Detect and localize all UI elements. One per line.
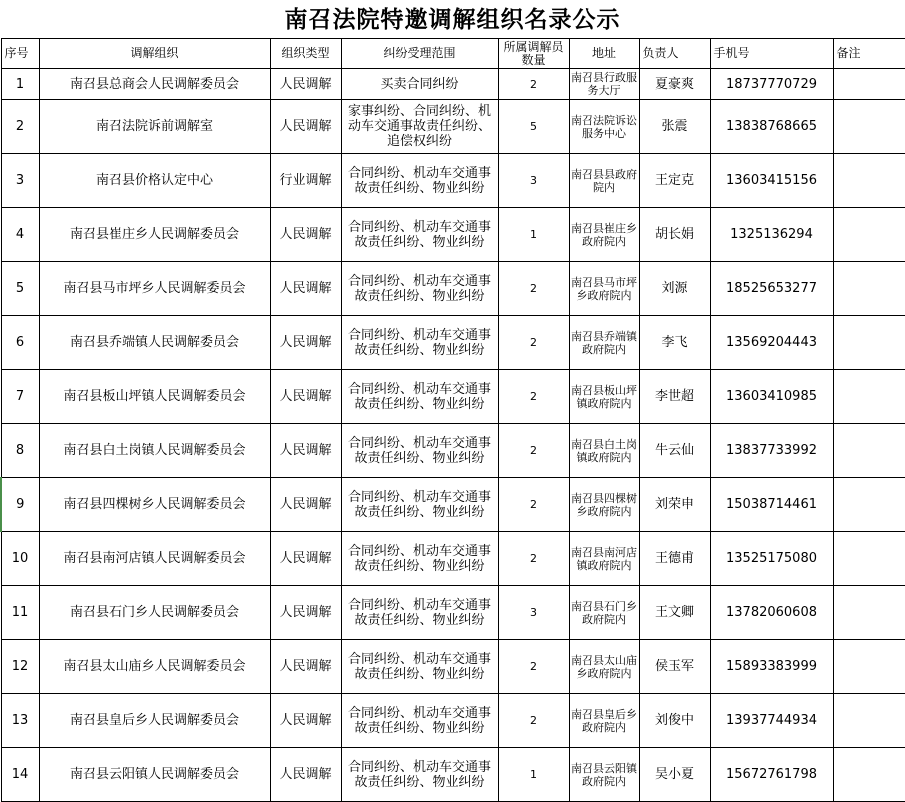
cell-addr[interactable]: 南召县石门乡政府院内 [569, 586, 639, 640]
cell-seq[interactable]: 2 [1, 100, 39, 154]
cell-scope[interactable]: 合同纠纷、机动车交通事故责任纠纷、物业纠纷 [341, 262, 498, 316]
cell-org[interactable]: 南召县价格认定中心 [39, 154, 270, 208]
header-note[interactable]: 备注 [833, 39, 905, 69]
cell-phone[interactable]: 1325136294 [710, 208, 833, 262]
cell-org[interactable]: 南召县乔端镇人民调解委员会 [39, 316, 270, 370]
cell-person[interactable]: 刘俊中 [639, 694, 710, 748]
cell-scope[interactable]: 买卖合同纠纷 [341, 69, 498, 100]
cell-scope[interactable]: 合同纠纷、机动车交通事故责任纠纷、物业纠纷 [341, 640, 498, 694]
cell-scope[interactable]: 合同纠纷、机动车交通事故责任纠纷、物业纠纷 [341, 478, 498, 532]
cell-seq[interactable]: 12 [1, 640, 39, 694]
cell-scope[interactable]: 合同纠纷、机动车交通事故责任纠纷、物业纠纷 [341, 154, 498, 208]
cell-type[interactable]: 人民调解 [270, 694, 341, 748]
cell-type[interactable]: 行业调解 [270, 154, 341, 208]
cell-person[interactable]: 侯玉军 [639, 640, 710, 694]
cell-seq[interactable]: 3 [1, 154, 39, 208]
cell-org[interactable]: 南召县马市坪乡人民调解委员会 [39, 262, 270, 316]
cell-type[interactable]: 人民调解 [270, 100, 341, 154]
cell-count[interactable]: 3 [498, 154, 569, 208]
cell-addr[interactable]: 南召县县政府院内 [569, 154, 639, 208]
header-scope[interactable]: 纠纷受理范围 [341, 39, 498, 69]
cell-seq[interactable]: 5 [1, 262, 39, 316]
cell-note[interactable] [833, 154, 905, 208]
cell-phone[interactable]: 13782060608 [710, 586, 833, 640]
cell-org[interactable]: 南召县皇后乡人民调解委员会 [39, 694, 270, 748]
cell-note[interactable] [833, 100, 905, 154]
cell-phone[interactable]: 13837733992 [710, 424, 833, 478]
cell-seq[interactable]: 10 [1, 532, 39, 586]
cell-count[interactable]: 2 [498, 370, 569, 424]
header-type[interactable]: 组织类型 [270, 39, 341, 69]
cell-person[interactable]: 吴小夏 [639, 748, 710, 802]
cell-count[interactable]: 3 [498, 586, 569, 640]
cell-note[interactable] [833, 262, 905, 316]
cell-seq[interactable]: 8 [1, 424, 39, 478]
page-title: 南召法院特邀调解组织名录公示 [284, 7, 621, 33]
cell-type[interactable]: 人民调解 [270, 262, 341, 316]
cell-phone[interactable]: 13603415156 [710, 154, 833, 208]
cell-seq[interactable]: 11 [1, 586, 39, 640]
cell-note[interactable] [833, 208, 905, 262]
cell-scope[interactable]: 合同纠纷、机动车交通事故责任纠纷、物业纠纷 [341, 586, 498, 640]
cell-person[interactable]: 李世超 [639, 370, 710, 424]
cell-org[interactable]: 南召县崔庄乡人民调解委员会 [39, 208, 270, 262]
cell-addr[interactable]: 南召县皇后乡政府院内 [569, 694, 639, 748]
cell-note[interactable] [833, 478, 905, 532]
cell-type[interactable]: 人民调解 [270, 316, 341, 370]
cell-note[interactable] [833, 370, 905, 424]
cell-count[interactable]: 2 [498, 316, 569, 370]
table-row [1, 370, 905, 424]
cell-org[interactable]: 南召县太山庙乡人民调解委员会 [39, 640, 270, 694]
cell-scope[interactable]: 合同纠纷、机动车交通事故责任纠纷、物业纠纷 [341, 424, 498, 478]
cell-org[interactable]: 南召县板山坪镇人民调解委员会 [39, 370, 270, 424]
cell-note[interactable] [833, 640, 905, 694]
cell-person[interactable]: 胡长娟 [639, 208, 710, 262]
cell-scope[interactable]: 合同纠纷、机动车交通事故责任纠纷、物业纠纷 [341, 532, 498, 586]
header-row [1, 39, 905, 69]
table-row [1, 478, 905, 532]
header-phone[interactable]: 手机号 [710, 39, 833, 69]
cell-phone[interactable]: 18525653277 [710, 262, 833, 316]
cell-type[interactable]: 人民调解 [270, 478, 341, 532]
cell-addr[interactable]: 南召县南河店镇政府院内 [569, 532, 639, 586]
cell-org[interactable]: 南召县白土岗镇人民调解委员会 [39, 424, 270, 478]
cell-person[interactable]: 牛云仙 [639, 424, 710, 478]
cell-count[interactable]: 2 [498, 262, 569, 316]
cell-addr[interactable]: 南召县云阳镇政府院内 [569, 748, 639, 802]
cell-person[interactable]: 王德甫 [639, 532, 710, 586]
cell-person[interactable]: 夏豪爽 [639, 69, 710, 100]
table-row [1, 424, 905, 478]
table-row [1, 154, 905, 208]
cell-org[interactable]: 南召县南河店镇人民调解委员会 [39, 532, 270, 586]
cell-seq[interactable]: 4 [1, 208, 39, 262]
cell-note[interactable] [833, 748, 905, 802]
cell-note[interactable] [833, 586, 905, 640]
cell-type[interactable]: 人民调解 [270, 208, 341, 262]
cell-addr[interactable]: 南召县乔端镇政府院内 [569, 316, 639, 370]
cell-seq[interactable]: 14 [1, 748, 39, 802]
cell-seq[interactable]: 7 [1, 370, 39, 424]
mediation-org-table [0, 38, 905, 802]
cell-count[interactable]: 2 [498, 532, 569, 586]
cell-note[interactable] [833, 316, 905, 370]
cell-scope[interactable]: 合同纠纷、机动车交通事故责任纠纷、物业纠纷 [341, 694, 498, 748]
cell-org[interactable]: 南召县石门乡人民调解委员会 [39, 586, 270, 640]
cell-addr[interactable]: 南召法院诉讼服务中心 [569, 100, 639, 154]
table-row [1, 208, 905, 262]
header-count[interactable]: 所属调解员数量 [498, 39, 569, 69]
cell-phone[interactable]: 13937744934 [710, 694, 833, 748]
cell-org[interactable]: 南召法院诉前调解室 [39, 100, 270, 154]
cell-phone[interactable]: 15893383999 [710, 640, 833, 694]
cell-org[interactable]: 南召县总商会人民调解委员会 [39, 69, 270, 100]
cell-addr[interactable]: 南召县崔庄乡政府院内 [569, 208, 639, 262]
cell-addr[interactable]: 南召县行政服务大厅 [569, 69, 639, 100]
cell-count[interactable]: 2 [498, 640, 569, 694]
table-row [1, 748, 905, 802]
cell-scope[interactable]: 合同纠纷、机动车交通事故责任纠纷、物业纠纷 [341, 208, 498, 262]
cell-person[interactable]: 张震 [639, 100, 710, 154]
cell-addr[interactable]: 南召县马市坪乡政府院内 [569, 262, 639, 316]
cell-seq[interactable]: 6 [1, 316, 39, 370]
cell-note[interactable] [833, 694, 905, 748]
cell-type[interactable]: 人民调解 [270, 424, 341, 478]
header-addr[interactable]: 地址 [569, 39, 639, 69]
cell-count[interactable]: 1 [498, 208, 569, 262]
cell-count[interactable]: 1 [498, 748, 569, 802]
cell-type[interactable]: 人民调解 [270, 748, 341, 802]
cell-seq[interactable]: 1 [1, 69, 39, 100]
cell-addr[interactable]: 南召县四棵树乡政府院内 [569, 478, 639, 532]
cell-addr[interactable]: 南召县白土岗镇政府院内 [569, 424, 639, 478]
cell-addr[interactable]: 南召县太山庙乡政府院内 [569, 640, 639, 694]
cell-phone[interactable]: 15038714461 [710, 478, 833, 532]
cell-scope[interactable]: 家事纠纷、合同纠纷、机动车交通事故责任纠纷、追偿权纠纷 [341, 100, 498, 154]
table-row [1, 640, 905, 694]
cell-person[interactable]: 刘源 [639, 262, 710, 316]
cell-seq[interactable]: 13 [1, 694, 39, 748]
table-row [1, 316, 905, 370]
cell-phone[interactable]: 13838768665 [710, 100, 833, 154]
cell-count[interactable]: 2 [498, 424, 569, 478]
cell-phone[interactable]: 18737770729 [710, 69, 833, 100]
header-org[interactable]: 调解组织 [39, 39, 270, 69]
cell-person[interactable]: 李飞 [639, 316, 710, 370]
cell-type[interactable]: 人民调解 [270, 532, 341, 586]
table-row [1, 694, 905, 748]
cell-person[interactable]: 王定克 [639, 154, 710, 208]
cell-type[interactable]: 人民调解 [270, 640, 341, 694]
table-row [1, 262, 905, 316]
cell-phone[interactable]: 13603410985 [710, 370, 833, 424]
cell-org[interactable]: 南召县云阳镇人民调解委员会 [39, 748, 270, 802]
cell-count[interactable]: 2 [498, 69, 569, 100]
table-row [1, 69, 905, 100]
cell-scope[interactable]: 合同纠纷、机动车交通事故责任纠纷、物业纠纷 [341, 370, 498, 424]
cell-addr[interactable]: 南召县板山坪镇政府院内 [569, 370, 639, 424]
cell-scope[interactable]: 合同纠纷、机动车交通事故责任纠纷、物业纠纷 [341, 316, 498, 370]
table-row [1, 532, 905, 586]
cell-scope[interactable]: 合同纠纷、机动车交通事故责任纠纷、物业纠纷 [341, 748, 498, 802]
cell-type[interactable]: 人民调解 [270, 586, 341, 640]
cell-note[interactable] [833, 532, 905, 586]
cell-seq[interactable]: 9 [1, 478, 39, 532]
cell-count[interactable]: 5 [498, 100, 569, 154]
cell-type[interactable]: 人民调解 [270, 69, 341, 100]
header-person[interactable]: 负责人 [639, 39, 710, 69]
cell-phone[interactable]: 13569204443 [710, 316, 833, 370]
cell-note[interactable] [833, 69, 905, 100]
cell-count[interactable]: 2 [498, 694, 569, 748]
cell-count[interactable]: 2 [498, 478, 569, 532]
table-row [1, 100, 905, 154]
cell-phone[interactable]: 13525175080 [710, 532, 833, 586]
cell-person[interactable]: 刘荣申 [639, 478, 710, 532]
cell-type[interactable]: 人民调解 [270, 370, 341, 424]
cell-org[interactable]: 南召县四棵树乡人民调解委员会 [39, 478, 270, 532]
header-seq[interactable]: 序号 [1, 39, 39, 69]
table-row [1, 586, 905, 640]
cell-note[interactable] [833, 424, 905, 478]
cell-phone[interactable]: 15672761798 [710, 748, 833, 802]
cell-person[interactable]: 王文卿 [639, 586, 710, 640]
